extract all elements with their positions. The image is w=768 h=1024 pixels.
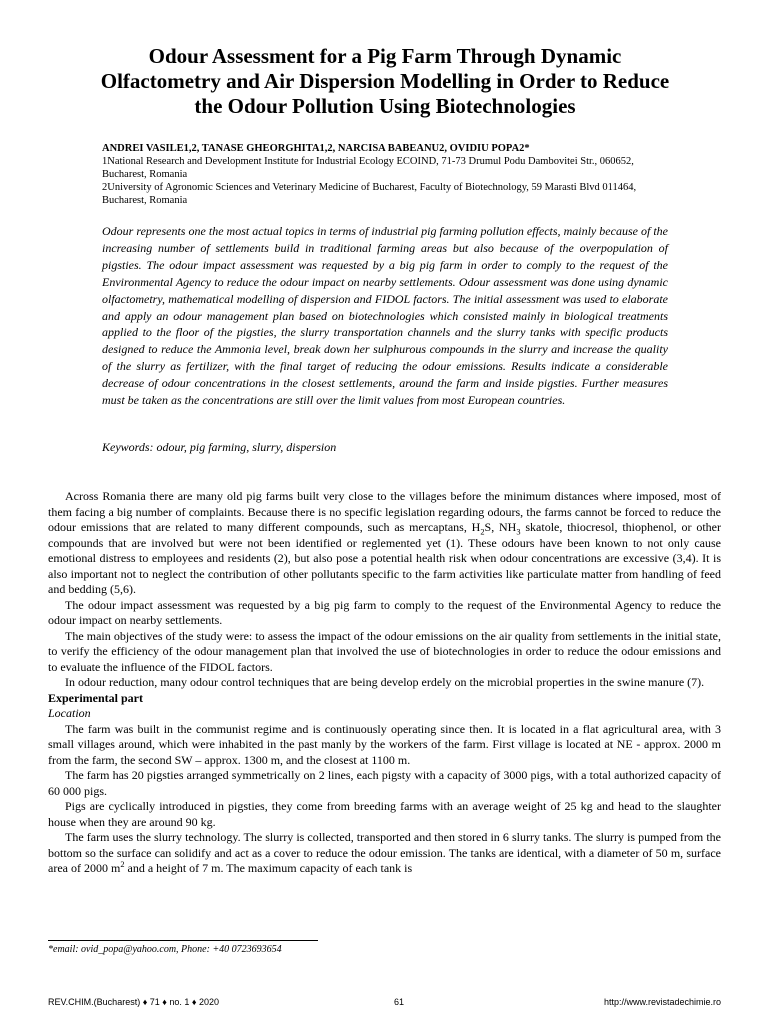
paragraph: In odour reduction, many odour control techniques that are being develop erdely on the microbial properties in the swine manure (7). bbox=[65, 675, 705, 689]
affiliation-2: 2University of Agronomic Sciences and Veterinary Medicine of Bucharest, Faculty of Biotechnology, 59 Marasti Blvd 011464, Bucharest, Romania bbox=[102, 182, 637, 206]
paragraph: The odour impact assessment was requested by a big pig farm to comply to the request of the Environmental Agency to reduce the odour impact on nearby settlements. bbox=[48, 597, 721, 627]
footnote-rule bbox=[48, 940, 318, 941]
paragraph: The farm has 20 pigsties arranged symmetrically on 2 lines, each pigsty with a capacity of 3000 pigs, with a total authorized capacity of 60 000 pigs. bbox=[48, 768, 721, 798]
author-block bbox=[102, 142, 672, 207]
paragraph: The farm uses the slurry technology. The slurry is collected, transported and then stored in 6 slurry tanks. The slurry is pumped from the bottom so the surface can solidify and act as a cover to reduce the odour emission. The tanks are identical, with a diameter of 50 m, surface area of 2000 $m^2$ and a height of 7 m. The maximum capacity of each tank is bbox=[48, 830, 721, 875]
body-text bbox=[48, 489, 721, 877]
abstract: Odour represents one the most actual topics in terms of industrial pig farming pollution effects, mainly because of the increasing number of settlements build in traditional farming areas but also because of the overpopulation of pigsties. The odour impact assessment was requested by a big pig farm in order to comply to the request of the Environmental Agency to reduce the odour impact on nearby settlements. Odour assessment was done using dynamic olfactometry, mathematical modelling of dispersion and FIDOL factors. The initial assessment was used to elaborate and apply an odour management plan based on biotechnologies which consisted mainly in biological treatments applied to the floor of the pigsties, the slurry transportation channels and the slurry tanks with specific products designed to reduce the Ammonia level, break down her sulphurous compounds in the slurry and increase the quality of the slurry as fertilizer, with the final target of reducing the odour emissions. Results indicate a considerable decrease of odour concentrations in the closest settlements, around the farm and inside pigsties. Further measures must be taken as the concentrations are still over the limit values from most European countries. bbox=[102, 224, 668, 408]
subsection-heading: Location bbox=[48, 706, 91, 720]
paragraph: Across Romania there are many old pig farms built very close to the villages before the minimum distances where imposed, most of them facing a big number of complaints. Because there is no specific legislation regarding odours, the farms cannot be forced to reduce the odour emissions that are related to many different compounds, such as mercaptans, $H_2S$, $NH_3$ skatole, thiocresol, thiophenol, or other compounds that are involved but were not been identified or reglemented yet (1). These odours have been known to not only cause emotional distress to employees and residents (2), but also pose a potential health risk when odour concentrations are excessive (3,4). It is also important not to neglect the contribution of other pollutants specific to the farm activities like particulate matter from handling of feed and bedding (5,6). bbox=[48, 489, 721, 596]
section-heading: Experimental part bbox=[48, 690, 143, 705]
page-number: 61 bbox=[394, 997, 405, 1007]
paper-title: Odour Assessment for a Pig Farm Through Dynamic Olfactometry and Air Dispersion Modelling in Order to Reduce the Odour Pollution Using Biotechnologies bbox=[100, 44, 670, 118]
affiliation-1: 1National Research and Development Institute for Industrial Ecology ECOIND, 71-73 Drumul Podu Dambovitei Str., 060652, Bucharest, Romania bbox=[102, 156, 634, 180]
paragraph: Pigs are cyclically introduced in pigsties, they come from breeding farms with an average weight of 25 kg and head to the slaughter house when they are around 90 kg. bbox=[48, 799, 721, 829]
journal-info: REV.CHIM.(Bucharest) ♦ 71 ♦ no. 1 ♦ 2020 bbox=[48, 997, 220, 1007]
footnote: *email: ovid_popa@yahoo.com, Phone: +40 0723693654 bbox=[48, 944, 282, 955]
paragraph: The farm was built in the communist regime and is continuously operating since then. It is located in a flat agricultural area, with 3 small villages around, which were inhabited in the past manly by the workers of the farm. First village is located at NE - approx. 2000 m from the farm, the second SW – approx. 1300 m, and the closest at 1100 m. bbox=[48, 721, 721, 767]
keywords: Keywords: odour, pig farming, slurry, dispersion bbox=[102, 440, 337, 454]
paragraph: The main objectives of the study were: to assess the impact of the odour emissions on the air quality from settlements in the initial state, to verify the efficiency of the odour management plan that involved the use of biotechnologies in order to reduce the odour emissions and to evaluate the influence of the FIDOL factors. bbox=[48, 628, 721, 674]
journal-url[interactable]: http://www.revistadechimie.ro bbox=[603, 997, 721, 1007]
author-names: ANDREI VASILE1,2, TANASE GHEORGHITA1,2, NARCISA BABEANU2, OVIDIU POPA2* bbox=[102, 143, 530, 154]
